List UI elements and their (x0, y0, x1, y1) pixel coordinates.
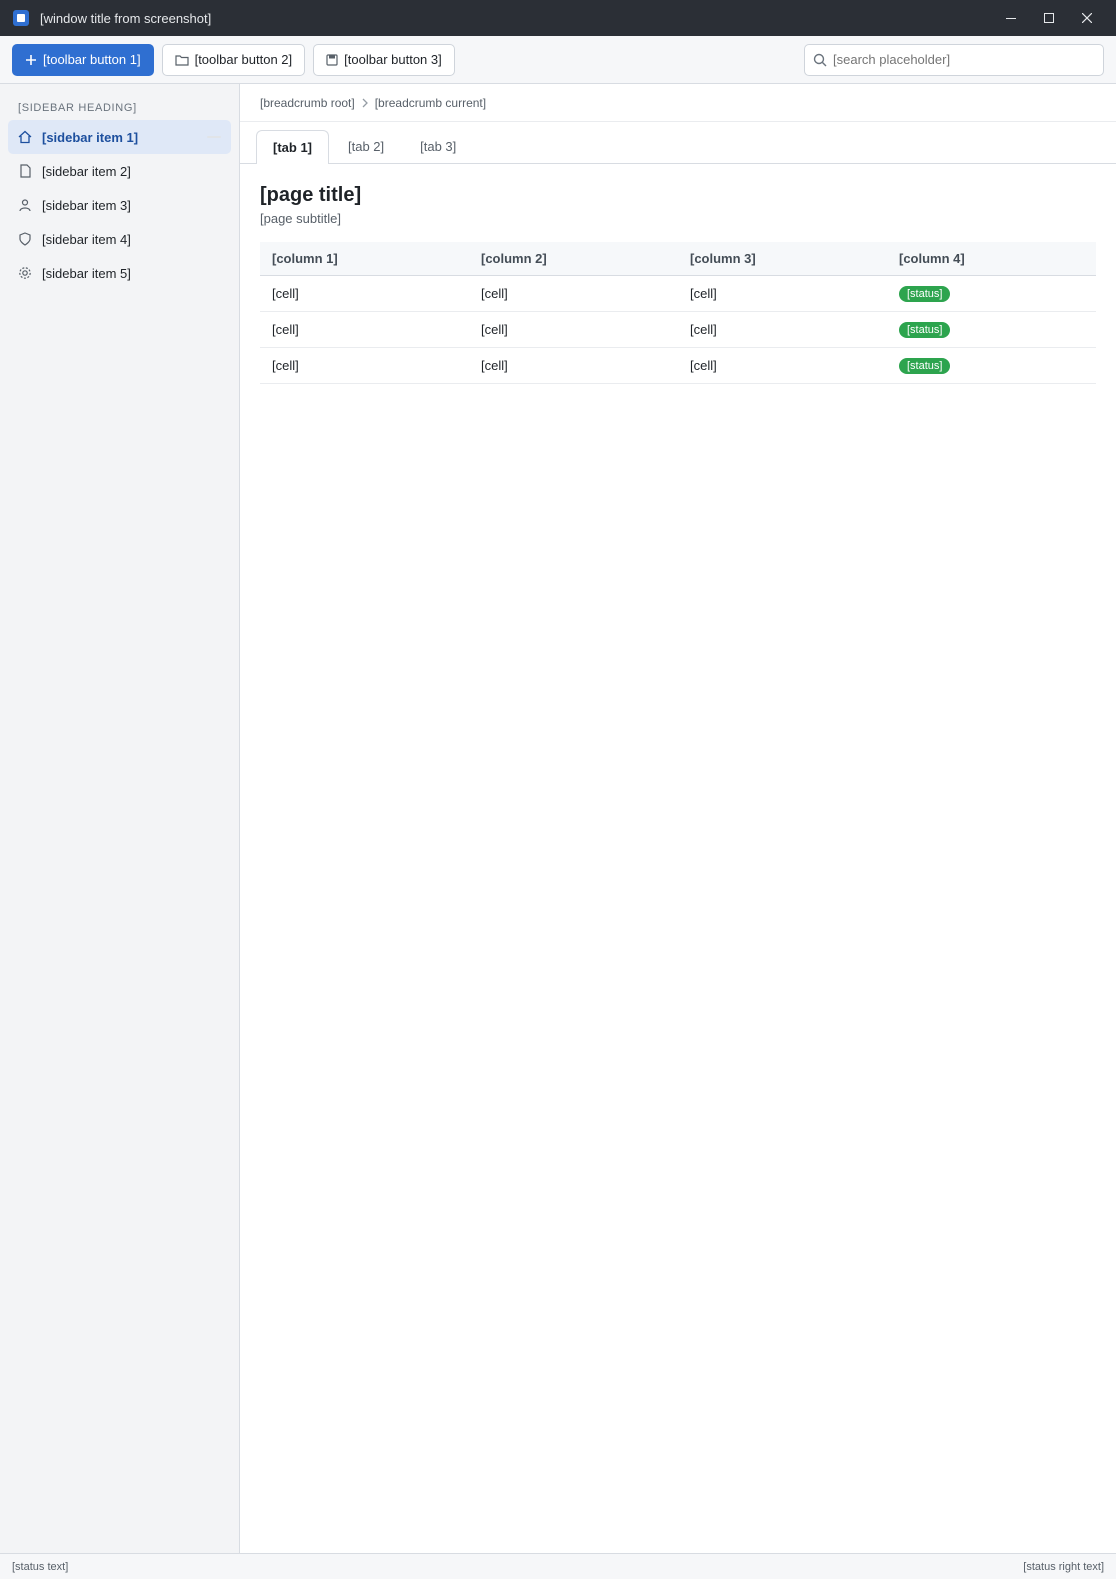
sidebar (0, 84, 240, 1553)
app-logo-icon (12, 9, 30, 27)
main-panel (240, 84, 1116, 1553)
close-button[interactable] (1070, 5, 1104, 31)
table-cell: [cell] (469, 312, 678, 348)
table-cell: [cell] (260, 312, 469, 348)
gear-icon (18, 266, 32, 280)
table-cell-status (887, 348, 1096, 384)
maximize-button[interactable] (1032, 5, 1066, 31)
tab-1[interactable]: [tab 1] (256, 130, 329, 164)
tab-3[interactable]: [tab 3] (420, 139, 457, 154)
folder-icon (175, 54, 189, 66)
column-header[interactable]: [column 1] (260, 242, 469, 276)
table-cell-status (887, 276, 1096, 312)
new-button[interactable] (12, 44, 154, 76)
table-row[interactable] (260, 312, 1096, 348)
status-badge: [status] (899, 322, 950, 338)
open-button[interactable] (162, 44, 306, 76)
page-subtitle: [page subtitle] (260, 211, 341, 226)
tab-2[interactable]: [tab 2] (348, 139, 385, 154)
title-bar[interactable] (0, 0, 1116, 36)
status-right-text: [status right text] (1023, 1560, 1104, 1573)
app-body (0, 84, 1116, 1553)
sidebar-item-4[interactable] (8, 222, 231, 256)
breadcrumb-current: [breadcrumb current] (374, 95, 487, 110)
table-cell: [cell] (469, 276, 678, 312)
window-controls (994, 5, 1104, 31)
breadcrumb-root[interactable]: [breadcrumb root] (260, 95, 355, 110)
table-row[interactable] (260, 348, 1096, 384)
table-cell: [cell] (678, 312, 887, 348)
table-cell: [cell] (678, 348, 887, 384)
status-badge: [status] (899, 286, 950, 302)
sidebar-item-label: [sidebar item 5] (42, 265, 131, 281)
plus-icon (25, 54, 37, 66)
tab-bar (240, 122, 1116, 164)
sidebar-heading: [SIDEBAR HEADING] (18, 102, 137, 114)
save-icon (326, 54, 338, 66)
sidebar-item-count (207, 136, 221, 138)
status-badge: [status] (899, 358, 950, 374)
content-area (240, 164, 1116, 1553)
column-header[interactable]: [column 3] (678, 242, 887, 276)
column-header[interactable]: [column 2] (469, 242, 678, 276)
search-icon (813, 53, 827, 67)
table-row[interactable] (260, 276, 1096, 312)
search-input[interactable] (833, 52, 1095, 67)
document-icon (18, 164, 32, 178)
minimize-button[interactable] (994, 5, 1028, 31)
new-button-label: [toolbar button 1] (43, 52, 141, 67)
status-text: [status text] (12, 1560, 69, 1573)
sidebar-item-5[interactable] (8, 256, 231, 290)
sidebar-item-label: [sidebar item 4] (42, 231, 131, 247)
sidebar-item-label: [sidebar item 1] (42, 129, 139, 145)
users-icon (18, 198, 32, 212)
table-cell: [cell] (260, 348, 469, 384)
save-button-label: [toolbar button 3] (344, 52, 442, 67)
page-title: [page title] (260, 184, 362, 206)
column-header[interactable]: [column 4] (887, 242, 1096, 276)
minimize-icon (1006, 13, 1016, 23)
breadcrumb (240, 84, 1116, 122)
table-cell: [cell] (678, 276, 887, 312)
search-box[interactable] (804, 44, 1104, 76)
window-title: [window title from screenshot] (40, 10, 212, 26)
table-cell-status (887, 312, 1096, 348)
toolbar (0, 36, 1116, 84)
sidebar-item-label: [sidebar item 3] (42, 197, 131, 213)
sidebar-item-2[interactable] (8, 154, 231, 188)
status-bar (0, 1553, 1116, 1579)
maximize-icon (1044, 13, 1054, 23)
open-button-label: [toolbar button 2] (194, 52, 293, 67)
home-icon (18, 130, 32, 144)
table-header-row (260, 242, 1096, 276)
chevron-right-icon (361, 98, 369, 108)
close-icon (1082, 13, 1092, 23)
table-cell: [cell] (260, 276, 469, 312)
sidebar-item-label: [sidebar item 2] (42, 163, 131, 179)
data-table (260, 242, 1096, 384)
sidebar-item-3[interactable] (8, 188, 231, 222)
table-cell: [cell] (469, 348, 678, 384)
shield-icon (18, 232, 32, 246)
sidebar-item-1[interactable] (8, 120, 231, 154)
save-button[interactable] (313, 44, 455, 76)
